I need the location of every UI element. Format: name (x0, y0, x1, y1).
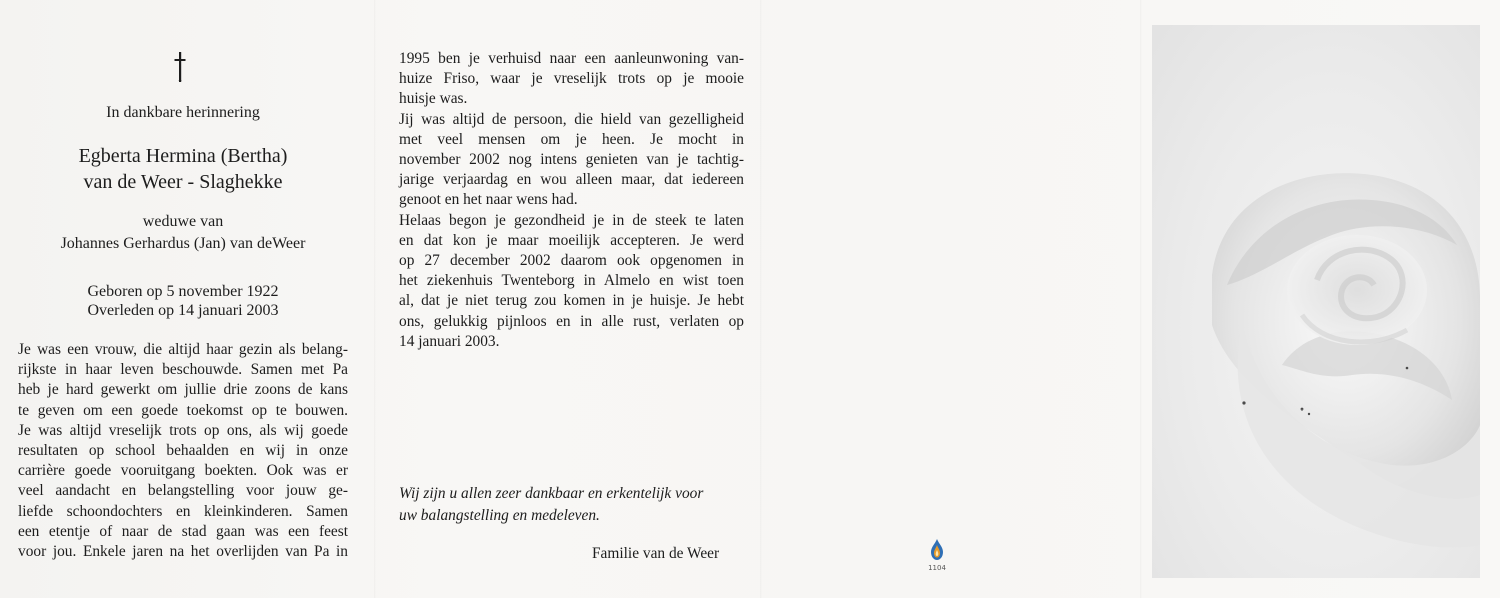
text-line: Jij was altijd de persoon, die hield van gezelligheid (399, 110, 744, 128)
text-line: te geven om een goede toekomst op te bouwen. (18, 401, 348, 419)
memorial-text-middle (399, 49, 744, 352)
text-line: op 27 december 2002 daarom ook opgenomen in (399, 252, 744, 270)
text-line: jarige verjaardag en wou alleen maar, dat iedereen (399, 171, 744, 189)
fold-line (1140, 0, 1142, 598)
text-line: Helaas begon je gezondheid je in de steek te laten (399, 211, 744, 229)
text-line: resultaten op school behaalden en wij in onze (18, 442, 348, 460)
text-line: het ziekenhuis Twenteborg in Almelo en wist toen (399, 272, 744, 290)
text-line: en dat kon je maar moeilijk accepteren. Je werd (399, 231, 744, 249)
spouse-name: Johannes Gerhardus (Jan) van deWeer (60, 235, 306, 252)
thanks-note (399, 483, 744, 527)
text-line: november 2002 nog intens genieten van je tachtig- (399, 151, 744, 169)
white-rose-image (1152, 25, 1480, 578)
text-line: liefde schoondochters en kleinkinderen. Samen (18, 502, 348, 520)
printer-mark (926, 538, 948, 572)
text-line: Je was een vrouw, die altijd haar gezin als belang- (18, 341, 348, 358)
flame-drop-icon (929, 538, 945, 562)
fold-line (374, 0, 376, 598)
text-line: 1995 ben je verhuisd naar een aanleunwoning van- (399, 50, 744, 67)
death-date: Overleden op 14 januari 2003 (87, 302, 279, 319)
fold-line (760, 0, 762, 598)
text-line: een etentje of naar de stad gaan was een feest (18, 522, 348, 540)
cross-icon (173, 52, 187, 82)
text-line: carrière goede vooruitgang boekten. Ook was er (18, 462, 348, 480)
deceased-name: Egberta Hermina (Bertha) (78, 145, 288, 167)
thanks-line: uw balangstelling en medeleven. (399, 507, 600, 524)
birth-date: Geboren op 5 november 1922 (87, 283, 279, 300)
intro-text: In dankbare herinnering (106, 104, 260, 121)
text-line: rijkste in haar leven beschouwde. Samen met Pa (18, 361, 348, 379)
text-line: met veel mensen om je heen. Je mocht in (399, 130, 744, 148)
deceased-surname: van de Weer - Slaghekke (83, 171, 283, 193)
text-line: 14 januari 2003. (399, 332, 500, 350)
text-line: genoot en het naar wens had. (399, 191, 578, 209)
text-line: huize Friso, waar je vreselijk trots op je mooie (399, 70, 744, 88)
text-line: heb je hard gewerkt om jullie drie zoons de kans (18, 381, 348, 399)
thanks-line: Wij zijn u allen zeer dankbaar en erkentelijk voor (399, 485, 704, 502)
text-line: Je was altijd vreselijk trots op ons, als wij goede (18, 421, 348, 439)
text-line: al, dat je niet terug zou komen in je huisje. Je hebt (399, 292, 744, 310)
text-line: voor jou. Enkele jaren na het overlijden van Pa in (18, 543, 348, 561)
text-line: huisje was. (399, 90, 468, 108)
memorial-text-left (18, 340, 348, 562)
text-line: veel aandacht en belangstelling voor jouw ge- (18, 482, 348, 500)
widow-label: weduwe van (142, 213, 224, 230)
text-line: ons, gelukkig pijnloos en in alle rust, verlaten op (399, 312, 744, 330)
family-signature: Familie van de Weer (592, 545, 720, 562)
rose-photo (1152, 25, 1480, 578)
printer-code: 1104 (928, 564, 946, 572)
